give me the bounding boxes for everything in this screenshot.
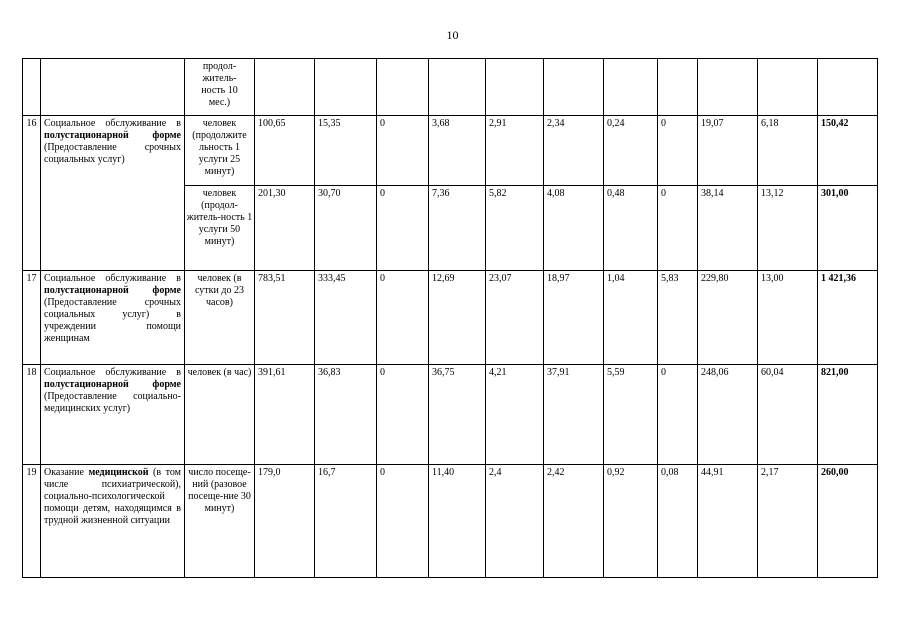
unit-cell: человек (в час): [185, 365, 255, 465]
service-name-part: полустационарной форме: [44, 130, 181, 141]
value-cell: 4,08: [544, 186, 604, 271]
value-cell: 4,21: [486, 365, 544, 465]
value-cell: 5,82: [486, 186, 544, 271]
unit-cell: человек (продол-житель-ность 1 услуги 50 минут): [185, 186, 255, 271]
value-cell: 7,36: [429, 186, 486, 271]
total-cell: 260,00: [818, 465, 878, 578]
value-cell: 2,91: [486, 116, 544, 186]
row-number: 19: [23, 465, 41, 578]
service-name: [41, 465, 185, 578]
page-number: 10: [446, 28, 459, 42]
value-cell: 2,42: [544, 465, 604, 578]
service-name-part: Социальное обслуживание в: [44, 367, 181, 378]
service-name-part: (Предоставление социально-медицинских услуг): [44, 391, 181, 414]
value-cell: 0: [377, 186, 429, 271]
service-name: [41, 116, 185, 271]
service-name-part: Социальное обслуживание в: [44, 273, 181, 284]
cell-empty: [544, 59, 604, 116]
value-cell: 5,59: [604, 365, 658, 465]
cell-empty: [486, 59, 544, 116]
value-cell: 12,69: [429, 271, 486, 365]
table-row: [23, 465, 878, 578]
service-name: [41, 365, 185, 465]
value-cell: 16,7: [315, 465, 377, 578]
service-name: [41, 271, 185, 365]
value-cell: 0: [377, 116, 429, 186]
cell-empty: [818, 59, 878, 116]
value-cell: 333,45: [315, 271, 377, 365]
cell-empty: [315, 59, 377, 116]
cell-empty: [604, 59, 658, 116]
value-cell: 0,92: [604, 465, 658, 578]
value-cell: 11,40: [429, 465, 486, 578]
value-cell: 229,80: [698, 271, 758, 365]
value-cell: 2,34: [544, 116, 604, 186]
value-cell: 38,14: [698, 186, 758, 271]
value-cell: 13,00: [758, 271, 818, 365]
cell-empty: [658, 59, 698, 116]
table-row: [23, 271, 878, 365]
value-cell: 30,70: [315, 186, 377, 271]
row-number: 17: [23, 271, 41, 365]
service-name-part: полустационарной форме: [44, 285, 181, 296]
value-cell: 2,4: [486, 465, 544, 578]
value-cell: 0: [658, 116, 698, 186]
cell-empty: [698, 59, 758, 116]
service-name-part: полустационарной форме: [44, 379, 181, 390]
cell-empty: [758, 59, 818, 116]
value-cell: 44,91: [698, 465, 758, 578]
total-cell: 150,42: [818, 116, 878, 186]
value-cell: 783,51: [255, 271, 315, 365]
table-row: [23, 116, 878, 186]
table-body: [23, 59, 878, 578]
cost-table: [22, 58, 878, 578]
value-cell: 36,75: [429, 365, 486, 465]
row-number: 18: [23, 365, 41, 465]
value-cell: 19,07: [698, 116, 758, 186]
value-cell: 6,18: [758, 116, 818, 186]
value-cell: 0: [377, 271, 429, 365]
value-cell: 0: [377, 465, 429, 578]
service-name-part: (в том числе психиатрической), социально-психологической помощи детям, находящимся в трудной жизненной ситуации: [44, 467, 181, 526]
cell-empty: [23, 59, 41, 116]
cell-empty: [41, 59, 185, 116]
value-cell: 23,07: [486, 271, 544, 365]
value-cell: 201,30: [255, 186, 315, 271]
value-cell: 1,04: [604, 271, 658, 365]
unit-cell: человек (продолжите льность 1 услуги 25 минут): [185, 116, 255, 186]
value-cell: 2,17: [758, 465, 818, 578]
total-cell: 1 421,36: [818, 271, 878, 365]
value-cell: 0,08: [658, 465, 698, 578]
cell-empty: [255, 59, 315, 116]
table-row-continued: [23, 59, 878, 116]
cell-empty: [377, 59, 429, 116]
cell-empty: [429, 59, 486, 116]
value-cell: 0,24: [604, 116, 658, 186]
unit-cell: продол- житель- ность 10 мес.): [185, 59, 255, 116]
value-cell: 13,12: [758, 186, 818, 271]
value-cell: 100,65: [255, 116, 315, 186]
value-cell: 60,04: [758, 365, 818, 465]
service-name-part: медицинской: [88, 467, 149, 478]
value-cell: 37,91: [544, 365, 604, 465]
row-number: 16: [23, 116, 41, 271]
value-cell: 3,68: [429, 116, 486, 186]
service-name-part: (Предоставление срочных социальных услуг): [44, 142, 181, 165]
service-name-part: Оказание: [44, 467, 89, 478]
value-cell: 0: [658, 365, 698, 465]
value-cell: 0: [377, 365, 429, 465]
value-cell: 0: [658, 186, 698, 271]
unit-cell: число посеще-ний (разовое посеще-ние 30 минут): [185, 465, 255, 578]
value-cell: 0,48: [604, 186, 658, 271]
value-cell: 5,83: [658, 271, 698, 365]
table-row: [23, 365, 878, 465]
service-name-part: (Предоставление срочных социальных услуг) в учреждении помощи женщинам: [44, 297, 181, 344]
value-cell: 36,83: [315, 365, 377, 465]
value-cell: 18,97: [544, 271, 604, 365]
service-name-part: Социальное обслуживание в: [44, 118, 181, 129]
value-cell: 248,06: [698, 365, 758, 465]
value-cell: 15,35: [315, 116, 377, 186]
value-cell: 179,0: [255, 465, 315, 578]
total-cell: 301,00: [818, 186, 878, 271]
unit-cell: человек (в сутки до 23 часов): [185, 271, 255, 365]
value-cell: 391,61: [255, 365, 315, 465]
total-cell: 821,00: [818, 365, 878, 465]
